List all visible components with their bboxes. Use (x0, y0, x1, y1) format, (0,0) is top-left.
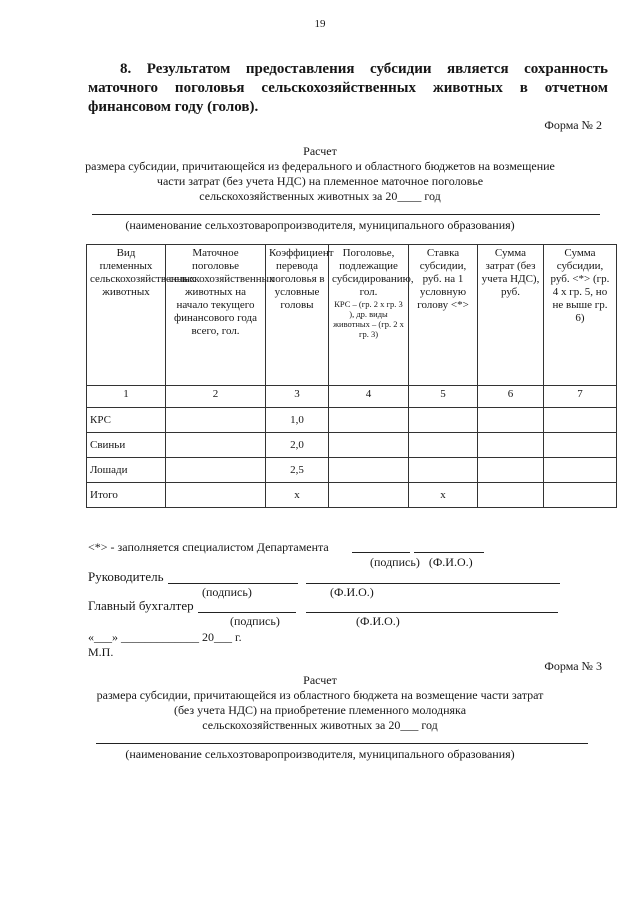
form3-subtitle-line1: размера субсидии, причитающейся из областного бюджета на возмещение части затрат (96, 688, 544, 702)
table-cell: х (266, 483, 329, 508)
header-costs: Сумма затрат (без учета НДС), руб. (478, 245, 544, 386)
form2-label: Форма № 2 (544, 118, 602, 132)
table-cell (544, 483, 617, 508)
table-cell (166, 408, 266, 433)
footnote-sign-line (352, 552, 410, 553)
table-cell (166, 483, 266, 508)
header-breeding-stock: Маточное поголовье сельскохозяйственных животных на начало текущего финансового года всего, гол. (166, 245, 266, 386)
table-cell (544, 433, 617, 458)
table-cell (478, 483, 544, 508)
paragraph-8: 8. Результатом предоставления субсидии является сохранность маточного поголовья сельскохозяйственных животных в отчетном финансовом году (голов). (88, 61, 608, 115)
header-subsidy-amount: Сумма субсидии, руб. <*> (гр. 4 х гр. 5, но не выше гр. 6) (544, 245, 617, 386)
col-number: 5 (409, 386, 478, 408)
accountant-name-line (306, 612, 558, 613)
header-subsidized-stock (329, 245, 414, 386)
table-cell (166, 458, 266, 483)
table-cell (166, 433, 266, 458)
table-cell (409, 433, 478, 458)
form3-label: Форма № 3 (544, 659, 602, 673)
table-header-row (87, 245, 617, 386)
stamp-label: М.П. (88, 645, 114, 659)
head-name-line (306, 583, 560, 584)
form2-subtitle-line1: размера субсидии, причитающейся из федерального и областного бюджетов на возмещение (85, 159, 555, 173)
table-row (87, 408, 617, 433)
header-coefficient: Коэффициент перевода поголовья в условные головы (266, 245, 329, 386)
table-cell: Свиньи (87, 433, 166, 458)
table-cell: 2,5 (266, 458, 329, 483)
form3-org-line (96, 743, 588, 744)
table-cell: х (409, 483, 478, 508)
form2-org-caption: (наименование сельхозтоваропроизводителя, муниципального образования) (125, 218, 515, 232)
header-subsidized-stock-label: Поголовье, подлежащие субсидированию, гол. (332, 247, 414, 298)
table-row (87, 433, 617, 458)
header-subsidized-stock-note: КРС – (гр. 2 х гр. 3 ), др. виды животных – (гр. 2 х гр. 3) (333, 299, 404, 339)
form3-org-caption: (наименование сельхозтоваропроизводителя, муниципального образования) (125, 747, 515, 761)
col-number: 1 (87, 386, 166, 408)
accountant-sign-line (198, 612, 296, 613)
table-cell: КРС (87, 408, 166, 433)
form2-table (86, 244, 617, 508)
col-number: 4 (329, 386, 409, 408)
col-number: 2 (166, 386, 266, 408)
form2-subtitle-line3: сельскохозяйственных животных за 20____ год (199, 189, 441, 203)
table-cell: Лошади (87, 458, 166, 483)
col-number: 3 (266, 386, 329, 408)
table-cell (544, 458, 617, 483)
date-line: «___» _____________ 20___ г. (88, 630, 242, 644)
table-cell (409, 458, 478, 483)
head-sign-caption: (подпись) (202, 585, 252, 599)
form2-footnote: <*> - заполняется специалистом Департамента (88, 540, 329, 554)
form2-title: Расчет (303, 144, 337, 158)
form3-subtitle-line2: (без учета НДС) на приобретение племенного молодняка (173, 703, 467, 717)
accountant-name-caption: (Ф.И.О.) (356, 614, 400, 628)
col-number: 7 (544, 386, 617, 408)
table-cell (409, 408, 478, 433)
accountant-label: Главный бухгалтер (88, 598, 194, 613)
footnote-caption: (подпись) (Ф.И.О.) (370, 555, 473, 569)
header-animal-type: Вид племенных сельскохозяйственных животных (87, 245, 166, 386)
table-row (87, 458, 617, 483)
table-cell: Итого (87, 483, 166, 508)
table-cell (478, 433, 544, 458)
form2-org-line (92, 214, 600, 215)
table-cell (544, 408, 617, 433)
table-cell (478, 408, 544, 433)
table-cell (329, 458, 409, 483)
accountant-sign-caption: (подпись) (230, 614, 280, 628)
table-cell: 1,0 (266, 408, 329, 433)
form3-title: Расчет (303, 673, 337, 687)
head-sign-line (168, 583, 298, 584)
table-row-total (87, 483, 617, 508)
head-name-caption: (Ф.И.О.) (330, 585, 374, 599)
form2-subtitle-line2: части затрат (без учета НДС) на племенное маточное поголовье (156, 174, 484, 188)
col-number: 6 (478, 386, 544, 408)
page-number: 19 (314, 18, 326, 30)
footnote-name-line (414, 552, 484, 553)
column-number-row (87, 386, 617, 408)
form3-subtitle-line3: сельскохозяйственных животных за 20___ год (202, 718, 438, 732)
header-subsidy-rate: Ставка субсидии, руб. на 1 условную голову <*> (409, 245, 478, 386)
table-cell (329, 433, 409, 458)
table-cell (478, 458, 544, 483)
table-cell: 2,0 (266, 433, 329, 458)
head-label: Руководитель (88, 569, 164, 584)
table-cell (329, 408, 409, 433)
table-cell (329, 483, 409, 508)
